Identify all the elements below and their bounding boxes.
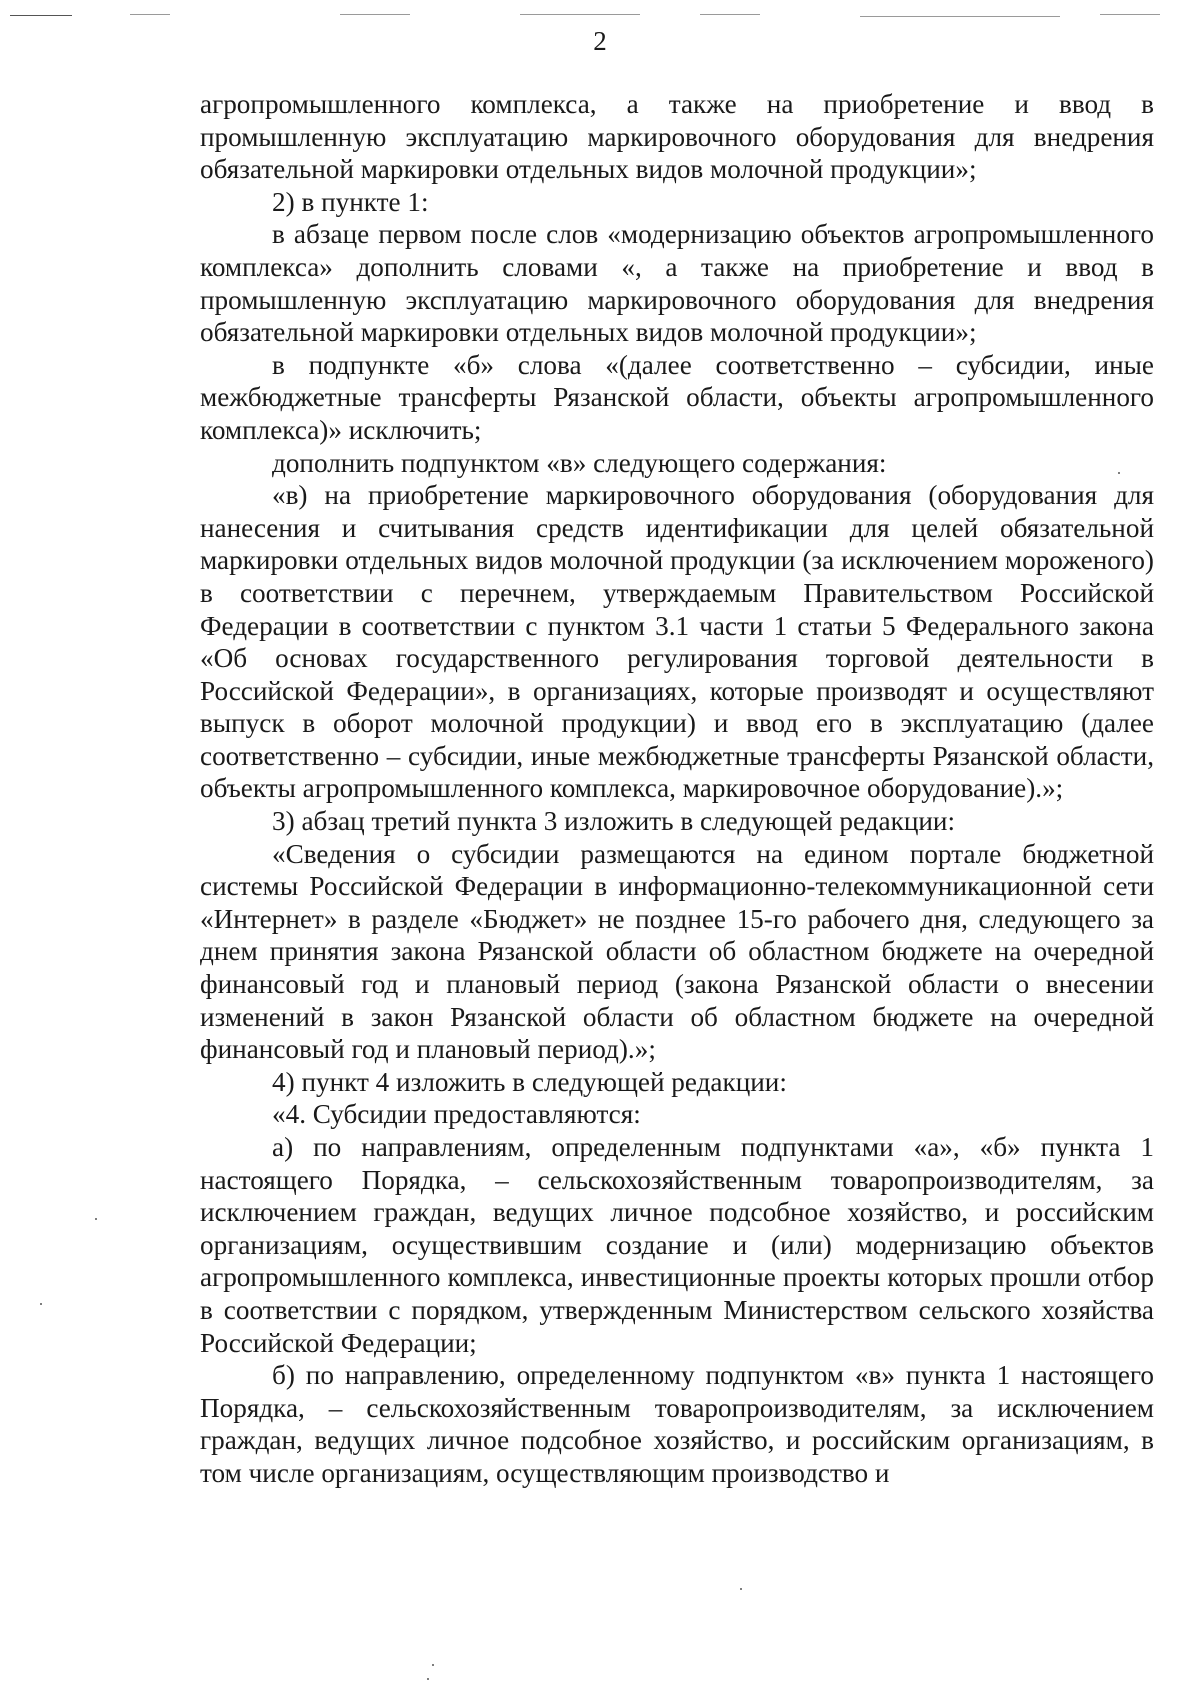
document-paragraph: а) по направлениям, определенным подпунктами «а», «б» пункта 1 настоящего Порядка, – сельскохозяйственным товаропроизводителям, за исключением граждан, ведущих личное подсобное хозяйство, и российским организациям, осуществившим создание и (или) модернизацию объектов агропромышленного комплекса, инвестиционные проекты которых прошли отбор в соответствии с порядком, утвержденным Министерством сельского хозяйства Российской Федерации;	[200, 1132, 1154, 1358]
document-paragraph: «4. Субсидии предоставляются:	[272, 1099, 641, 1130]
scan-speck	[1118, 472, 1120, 474]
scan-edge-artifact	[0, 14, 1200, 18]
document-paragraph: 2) в пункте 1:	[272, 186, 429, 217]
document-paragraph: в подпункте «б» слова «(далее соответственно – субсидии, иные межбюджетные трансферты Рязанской области, объекты агропромышленного комплекса)» исключить;	[200, 349, 1154, 445]
scan-speck	[40, 1303, 42, 1305]
document-paragraph: «в) на приобретение маркировочного оборудования (оборудования для нанесения и считывания средств идентификации для целей обязательной маркировки отдельных видов молочной продукции (за исключением мороженого) в соответствии с перечнем, утверждаемым Правительством Российской Федерации в соответствии с пунктом 3.1 части 1 статьи 5 Федерального закона «Об основах государственного регулирования торговой деятельности в Российской Федерации», в организациях, которые производят и осуществляют выпуск в оборот молочной продукции) и ввод его в эксплуатацию (далее соответственно – субсидии, иные межбюджетные трансферты Рязанской области, объекты агропромышленного комплекса, маркировочное оборудование).»;	[200, 480, 1154, 804]
scan-speck	[740, 1588, 742, 1590]
scan-speck	[95, 1218, 97, 1220]
document-paragraph: агропромышленного комплекса, а также на приобретение и ввод в промышленную эксплуатацию маркировочного оборудования для внедрения обязательной маркировки отдельных видов молочной продукции»;	[200, 89, 1154, 185]
document-body	[200, 88, 1154, 1490]
scan-speck	[432, 1664, 434, 1666]
document-paragraph: «Сведения о субсидии размещаются на едином портале бюджетной системы Российской Федерации в информационно-телекоммуникационной сети «Интернет» в разделе «Бюджет» не позднее 15-го рабочего дня, следующего за днем принятия закона Рязанской области об областном бюджете на очередной финансовый год и плановый период (закона Рязанской области о внесении изменений в закон Рязанской области об областном бюджете на очередной финансовый год и плановый период).»;	[200, 838, 1154, 1065]
scan-speck	[427, 1678, 429, 1680]
document-paragraph: б) по направлению, определенному подпунктом «в» пункта 1 настоящего Порядка, – сельскохозяйственным товаропроизводителям, за исключением граждан, ведущих личное подсобное хозяйство, и российским организациям, в том числе организациям, осуществляющим производство и	[200, 1360, 1154, 1488]
document-paragraph: дополнить подпунктом «в» следующего содержания:	[272, 447, 887, 478]
document-paragraph: в абзаце первом после слов «модернизацию объектов агропромышленного комплекса» дополнить словами «, а также на приобретение и ввод в промышленную эксплуатацию маркировочного оборудования для внедрения обязательной маркировки отдельных видов молочной продукции»;	[200, 219, 1154, 348]
page-number: 2	[593, 26, 607, 56]
document-paragraph: 4) пункт 4 изложить в следующей редакции:	[272, 1066, 787, 1097]
document-paragraph: 3) абзац третий пункта 3 изложить в следующей редакции:	[272, 806, 956, 837]
